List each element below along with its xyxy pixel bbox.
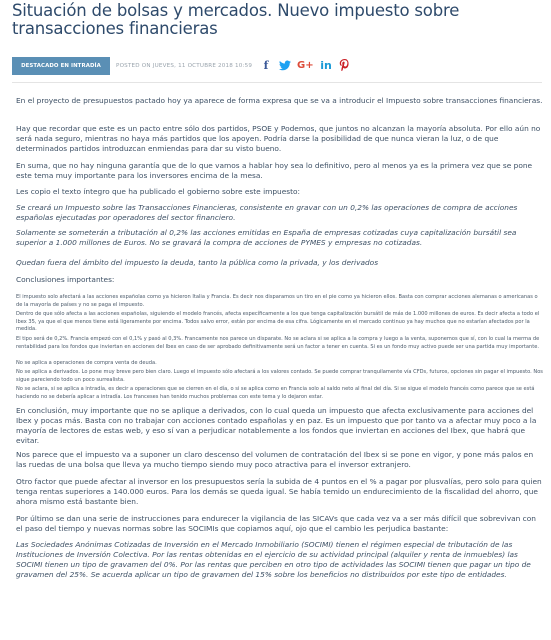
conclusion-item: No se aclara, si se aplica a intradía, es decir a operaciones que se cierren en el día, o si se aplica como en Francia solo al saldo neto al final del día. Si se sigue el modelo francés como parece que se está haciendo no se debería aplicar a intradía. Los franceses han tenido muchos problemas con este tema y lo dejaron estar.: [16, 386, 535, 400]
divider: [12, 82, 542, 83]
paragraph: Por último se dan una serie de instrucciones para endurecer la vigilancia de las SICAVs que cada vez va a ser más difícil que sobrevivan con el paso del tiempo y nuevas normas sobre las SOCIMIs que copiamos aquí, ojo que el cambio les perjudica bastante:: [16, 514, 536, 533]
posted-date: POSTED ON JUEVES, 11 OCTUBRE 2018 10:59: [116, 63, 253, 69]
conclusion-item: Dentro de que sólo afecta a las acciones españolas, siguiendo el modelo francés, afecta específicamente a los que tenga capitalización bursátil de más de 1.000 millones de euros. Es decir afecta a todo el Ibex 35, ya que el que menos tiene está ligeramente por encima. Todos salvo error, están por encima de esa cifra. Lógicamente en el mercado continuo ya hay muchos que no estarían afectados por la medida.: [16, 311, 540, 332]
conclusion-item: No se aplica a derivados. Lo pone muy breve pero bien claro. Luego el impuesto sólo afectará a los valores contado. Se puede comprar tranquilamente vía CFDs, futuros, opciones sin pagar el impuesto. Nos sigue pareciendo todo un poco surrealista.: [16, 369, 543, 383]
quote-paragraph: Se creará un Impuesto sobre las Transacciones Financieras, consistente en gravar con un 0,2% las operaciones de compra de acciones españolas ejecutadas por operadores del sector financiero.: [16, 203, 518, 222]
quote-paragraph: Las Sociedades Anónimas Cotizadas de Inversión en el Mercado Inmobiliario (SOCIMI) tienen el régimen especial de tributación de las Instituciones de Inversión Colectiva. Por las rentas obtenidas en el ejercicio de su actividad principal (alquiler y renta de inmuebles) las SOCIMI tienen un tipo de gravamen del 0%. Por las rentas que perciben en otro tipo de actividades las SOCIMI tienen que pagar un tipo de gravamen del 25%. Se acuerda aplicar un tipo de gravamen del 15% sobre los beneficios no distribuidos por este tipo de entidades.: [16, 540, 531, 579]
paragraph: Hay que recordar que este es un pacto entre sólo dos partidos, PSOE y Podemos, que juntos no alcanzan la mayoría absoluta. Por ello aún no será nada seguro, mientras no haya más partidos que los apoyen. Podría darse la posibilidad de que nunca vieran la luz, o de que determinados partidos introduzcan enmiendas para dar su visto bueno.: [16, 124, 541, 153]
facebook-icon[interactable]: f: [263, 59, 269, 72]
post-meta: [12, 57, 542, 75]
post-title[interactable]: Situación de bolsas y mercados. Nuevo impuesto sobre transacciones financieras: [12, 1, 460, 38]
paragraph: En conclusión, muy importante que no se aplique a derivados, con lo cual queda un impuesto que afecta exclusivamente para acciones del Ibex y pocas más. Basta con no trabajar con acciones contado españolas y en paz. Es un impuesto que por tanto va a afectar muy poco a la mayoría de lectores de estas web, y eso sí van a perjudicar notablemente a los fondos que inviertan en acciones del Ibex, que habrá que evitar.: [16, 406, 537, 445]
pinterest-p-icon: [339, 59, 350, 71]
linkedin-icon[interactable]: in: [320, 59, 332, 72]
paragraph: En suma, que no hay ninguna garantía que de lo que vamos a hablar hoy sea lo definitivo, pero al menos ya es la primera vez que se pone este tema muy importante para los inversores encima de la mesa.: [16, 161, 533, 180]
paragraph: Les copio el texto íntegro que ha publicado el gobierno sobre este impuesto:: [16, 187, 301, 196]
twitter-bird-icon: [279, 60, 291, 71]
conclusion-item: El tipo será de 0,2%. Francia empezó con el 0,1% y pasó al 0,3%. Francamente nos parece un disparate. No se aclara si se aplica a la compra y luego a la venta, suponemos que sí, con lo cual la merma de rentabilidad para los fondos que inviertan en acciones del Ibex en caso de ser aprobado definitivamente será un factor a tener en cuenta. Si es un fondo muy activo puede ser una partida muy importante.: [16, 336, 540, 350]
paragraph: En el proyecto de presupuestos pactado hoy ya aparece de forma expresa que se va a introducir el Impuesto sobre transacciones financieras.: [16, 96, 543, 105]
paragraph: Nos parece que el impuesto va a suponer un claro descenso del volumen de contratación del Ibex si se pone en vigor, y pone más palos en las ruedas de una bolsa que lleva ya mucho tiempo siendo muy poco atractiva para el inversor extranjero.: [16, 450, 534, 469]
category-badge[interactable]: DESTACADO EN INTRADÍA: [12, 57, 110, 75]
quote-paragraph: Solamente se someterán a tributación al 0,2% las acciones emitidas en España de empresas cotizadas cuya capitalización bursátil sea superior a 1.000 millones de Euros. No se gravará la compra de acciones de PYMES y empresas no cotizadas.: [16, 228, 517, 247]
quote-paragraph: Quedan fuera del ámbito del impuesto la deuda, tanto la pública como la privada, y los derivados: [16, 258, 379, 267]
conclusion-item: El impuesto solo afectará a las acciones españolas como ya hicieron Italia y Francia. Es decir nos disparamos un tiro en el pie como ya hicieron ellos. Basta con comprar acciones alemanas o americanas o de la mayoría de países y no se paga el impuesto.: [16, 294, 538, 308]
pinterest-icon[interactable]: [338, 59, 350, 73]
paragraph: Otro factor que puede afectar al inversor en los presupuestos sería la subida de 4 puntos en el % a pagar por plusvalías, pero solo para quien tenga rentas superiores a 140.000 euros. Para los demás se queda igual. Se había temido un endurecimiento de la fiscalidad del ahorro, que ahora mismo está bastante bien.: [16, 477, 542, 506]
twitter-icon[interactable]: [279, 59, 291, 73]
google-plus-icon[interactable]: G+: [297, 60, 314, 71]
conclusion-item: No se aplica a operaciones de compra venta de deuda.: [16, 360, 157, 366]
section-heading: Conclusiones importantes:: [16, 275, 115, 284]
